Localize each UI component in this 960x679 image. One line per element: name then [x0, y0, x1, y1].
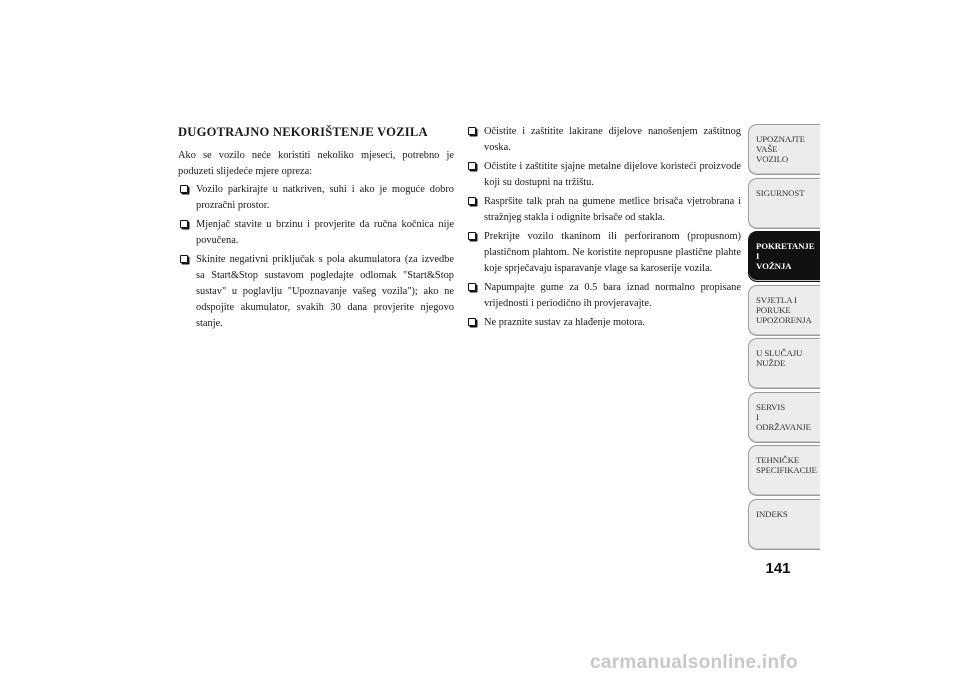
list-item: Raspršite talk prah na gumene metlice brisača vjetrobrana i stražnjeg stakla i odignite brisače od stakla.: [466, 194, 741, 226]
checkbox-bullet-icon: [468, 162, 476, 170]
page-number: 141: [765, 560, 791, 577]
checkbox-bullet-icon: [468, 197, 476, 205]
list-item: Napumpajte gume za 0.5 bara iznad normalno propisane vrijednosti i periodično ih provjeravajte.: [466, 280, 741, 312]
tab-sigurnost[interactable]: SIGURNOST: [748, 178, 820, 229]
list-item: Ne praznite sustav za hlađenje motora.: [466, 315, 741, 331]
list-item: Skinite negativni priključak s pola akumulatora (za izvedbe sa Start&Stop sustavom pogledajte odlomak "Start&Stop sustav" u poglavlju "Upoznavanje vašeg vozila"); ako ne odspojite akumulator, svakih 30 dana provjerite njegovo stanje.: [178, 252, 454, 332]
tab-servis-i-odrzavanje[interactable]: SERVIS I ODRŽAVANJE: [748, 392, 820, 443]
chapter-tabs: [748, 124, 820, 552]
checkbox-bullet-icon: [468, 318, 476, 326]
list-item: Mjenjač stavite u brzinu i provjerite da ručna kočnica nije povučena.: [178, 217, 454, 249]
tab-upoznajte-vase-vozilo[interactable]: UPOZNAJTE VAŠE VOZILO: [748, 124, 820, 175]
checkbox-bullet-icon: [180, 185, 188, 193]
tab-tehnicke-specifikacije[interactable]: TEHNIČKE SPECIFIKACIJE: [748, 445, 820, 496]
list-item: Očistite i zaštitite sjajne metalne dijelove koristeći proizvode koji su dostupni na tržištu.: [466, 159, 741, 191]
checkbox-bullet-icon: [468, 283, 476, 291]
right-bullet-list: [466, 124, 741, 331]
list-item: Vozilo parkirajte u natkriven, suhi i ako je moguće dobro prozračni prostor.: [178, 182, 454, 214]
section-title: DUGOTRAJNO NEKORIŠTENJE VOZILA: [178, 125, 428, 139]
tab-u-slucaju-nuzde[interactable]: U SLUČAJU NUŽDE: [748, 338, 820, 389]
watermark: carmanualsonline.info: [590, 652, 798, 673]
checkbox-bullet-icon: [180, 220, 188, 228]
tab-svjetla-i-poruke-upozorenja[interactable]: SVJETLA I PORUKE UPOZORENJA: [748, 285, 820, 336]
left-bullet-list: [178, 182, 454, 332]
checkbox-bullet-icon: [468, 232, 476, 240]
section-intro: Ako se vozilo neće koristiti nekoliko mjeseci, potrebno je poduzeti slijedeće mjere opreza:: [178, 150, 454, 177]
checkbox-bullet-icon: [468, 127, 476, 135]
left-column: [178, 124, 454, 335]
tab-pokretanje-i-voznja[interactable]: POKRETANJE I VOŽNJA: [748, 231, 820, 282]
right-column: [466, 124, 741, 334]
tab-indeks[interactable]: INDEKS: [748, 499, 820, 550]
list-item: Očistite i zaštitite lakirane dijelove nanošenjem zaštitnog voska.: [466, 124, 741, 156]
checkbox-bullet-icon: [180, 255, 188, 263]
list-item: Prekrijte vozilo tkaninom ili perforiranom (propusnom) plastičnom plahtom. Ne koristite nepropusne plastične plahte koje sprječavaju isparavanje vlage sa karoserije vozila.: [466, 229, 741, 277]
